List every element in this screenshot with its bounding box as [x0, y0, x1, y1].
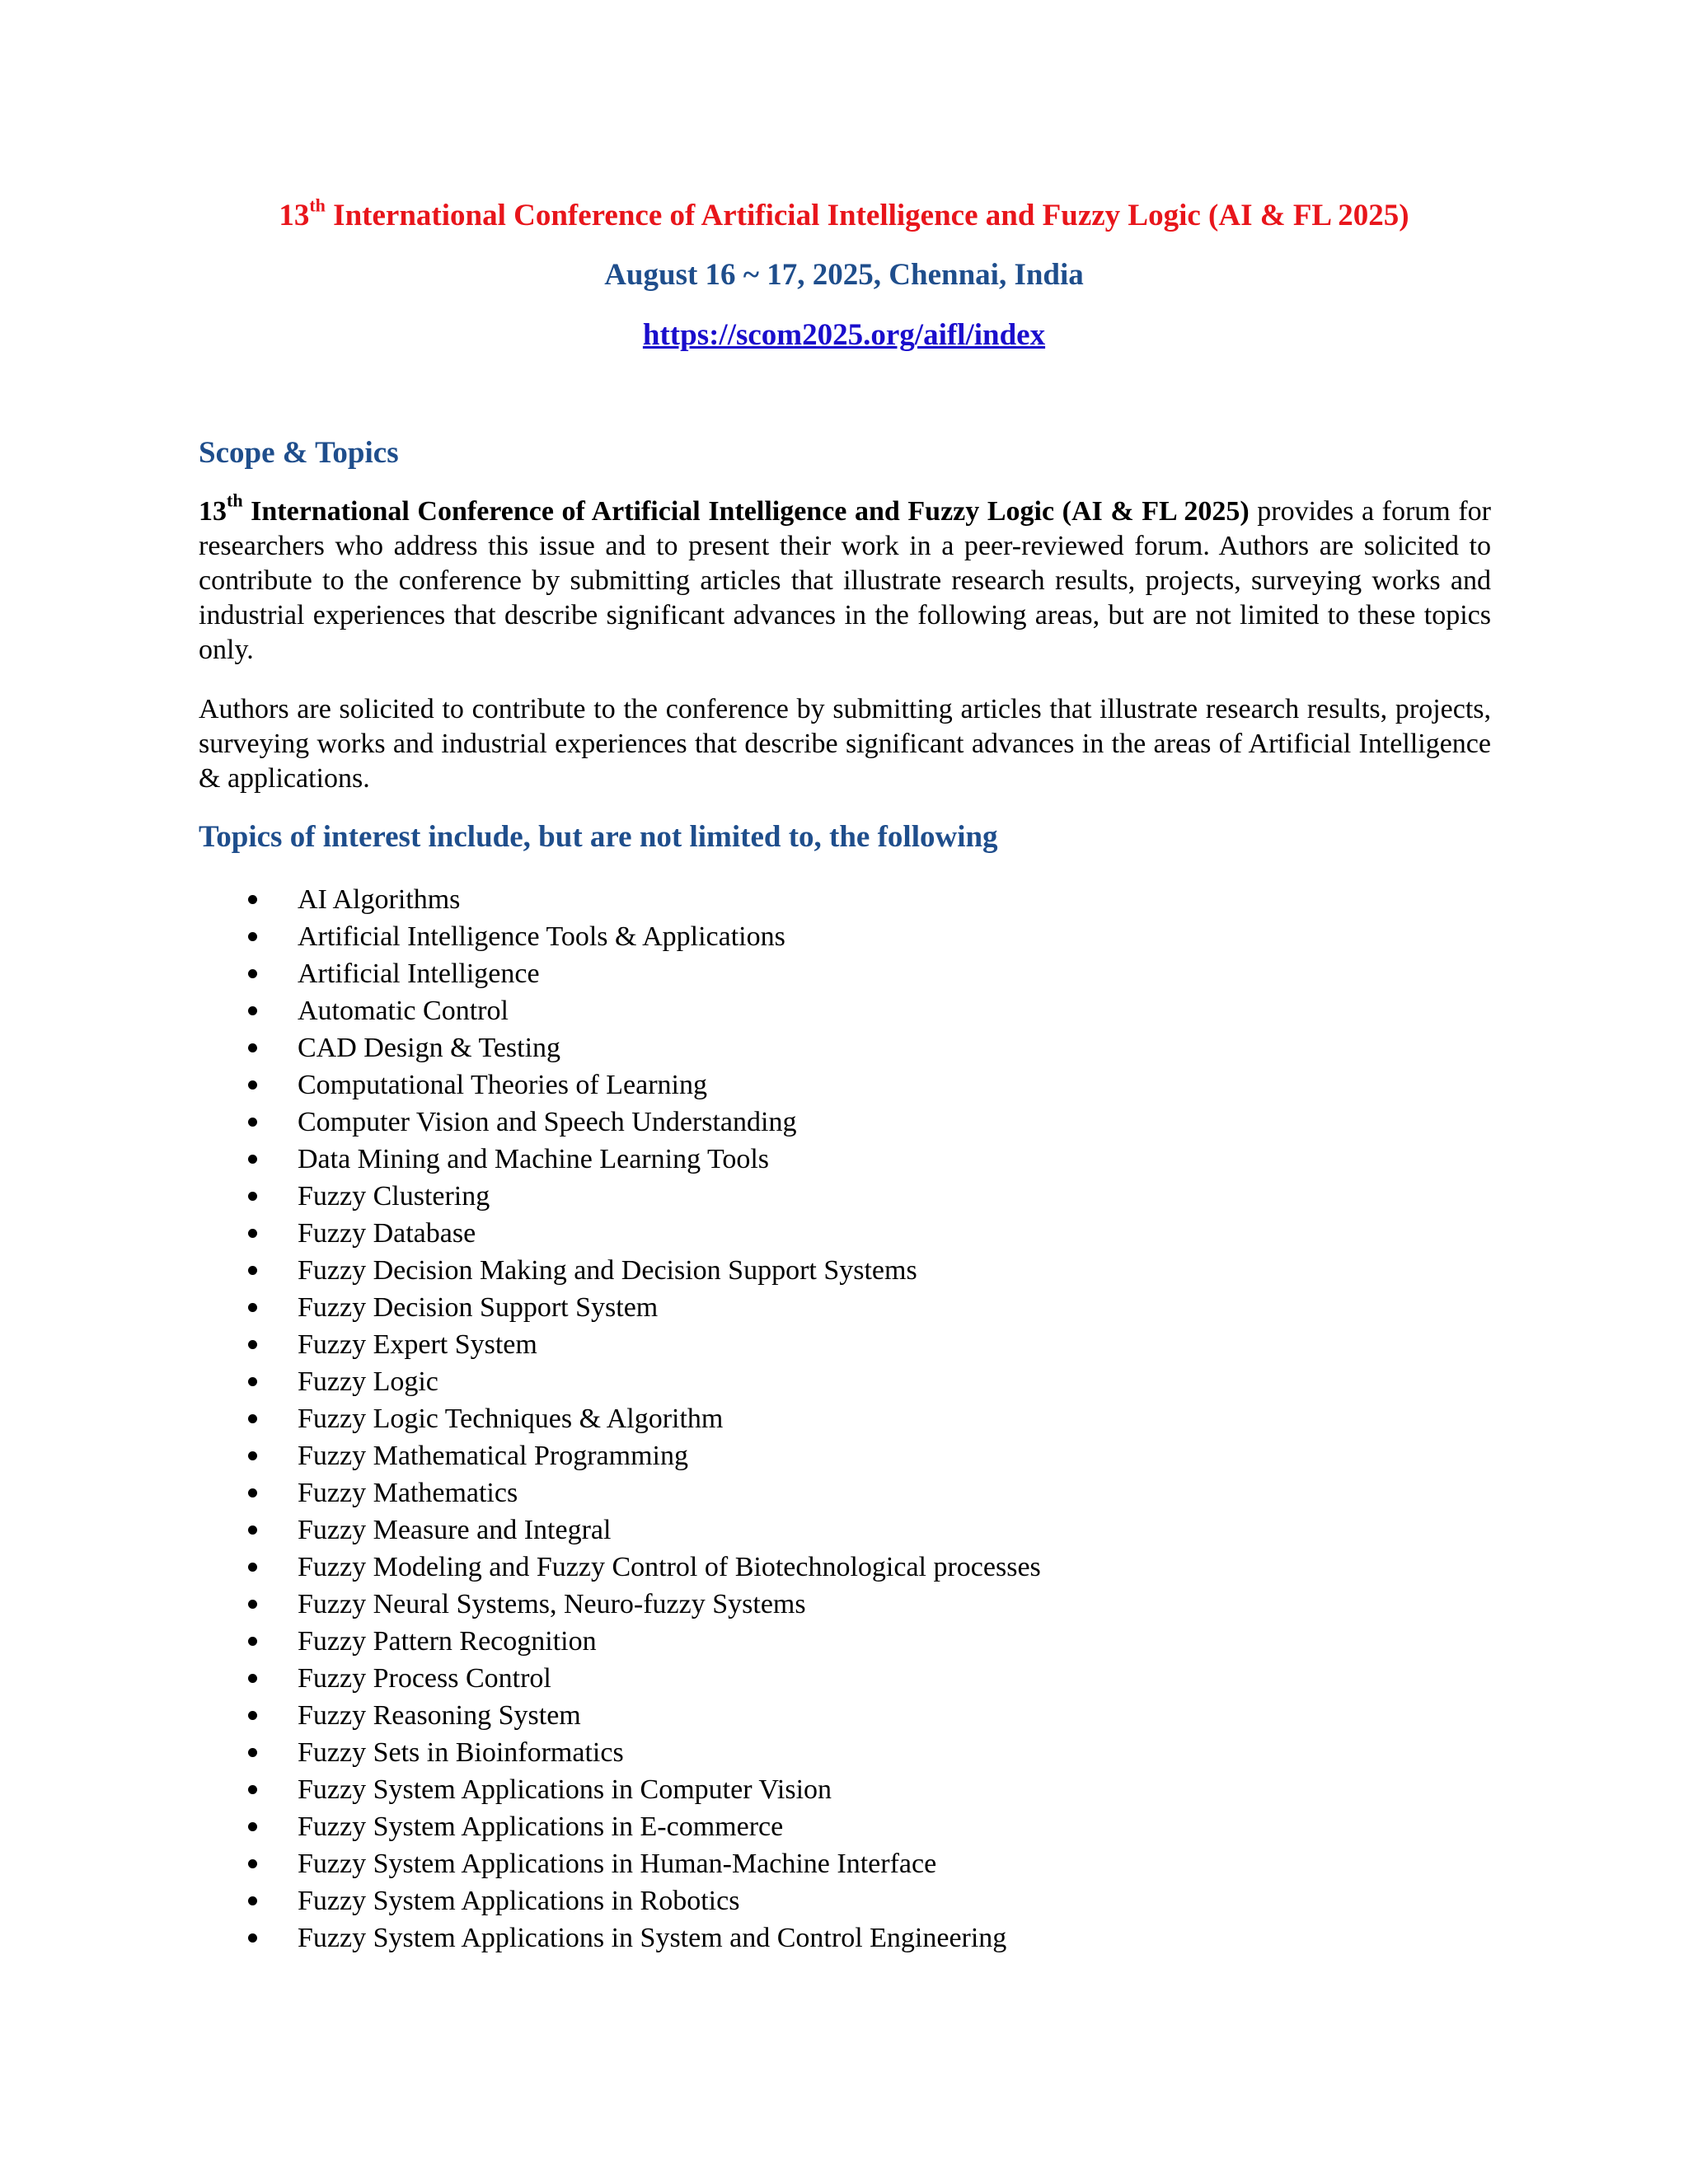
topic-text: Fuzzy System Applications in Computer Vision — [298, 1774, 832, 1805]
topic-text: Fuzzy Mathematics — [298, 1478, 518, 1508]
topic-text: Fuzzy System Applications in E-commerce — [298, 1811, 784, 1842]
topic-text: Fuzzy System Applications in Human-Machine Interface — [298, 1849, 937, 1879]
topic-text: CAD Design & Testing — [298, 1033, 561, 1063]
topic-list-item — [199, 1697, 1435, 1734]
topic-text: Fuzzy Neural Systems, Neuro-fuzzy Systems — [298, 1589, 806, 1619]
topic-list-item — [199, 1474, 1435, 1511]
bullet-icon — [248, 1600, 257, 1609]
bullet-icon — [248, 1043, 257, 1052]
bullet-icon — [248, 932, 257, 941]
topic-text: Fuzzy Mathematical Programming — [298, 1441, 688, 1471]
bullet-icon — [248, 969, 257, 978]
topic-list-item — [199, 1363, 1435, 1400]
topic-text: Fuzzy Sets in Bioinformatics — [298, 1737, 624, 1768]
conference-url-line — [0, 317, 1688, 353]
bullet-icon — [248, 1080, 257, 1090]
topics-list — [199, 881, 1435, 1957]
topic-list-item — [199, 1029, 1435, 1066]
topic-text: Fuzzy Reasoning System — [298, 1700, 581, 1731]
topic-list-item — [199, 1104, 1435, 1141]
topic-list-item — [199, 1400, 1435, 1437]
topic-text: Artificial Intelligence Tools & Applications — [298, 921, 785, 952]
topic-list-item — [199, 1252, 1435, 1289]
topic-list-item — [199, 1215, 1435, 1252]
bullet-icon — [248, 1822, 257, 1831]
bullet-icon — [248, 1785, 257, 1794]
topic-text: AI Algorithms — [298, 884, 461, 915]
topic-list-item — [199, 1623, 1435, 1660]
bullet-icon — [248, 1229, 257, 1238]
topic-list-item — [199, 1845, 1435, 1882]
bullet-icon — [248, 1377, 257, 1386]
bullet-icon — [248, 1266, 257, 1275]
topics-heading: Topics of interest include, but are not limited to, the following — [199, 820, 998, 854]
lead-ordinal-suffix: th — [227, 490, 243, 511]
bullet-icon — [248, 1303, 257, 1312]
scope-paragraph-1 — [199, 490, 1491, 668]
topic-list-item — [199, 955, 1435, 992]
lead-text: International Conference of Artificial Intelligence and Fuzzy Logic (AI & FL 2025) — [242, 496, 1250, 527]
bullet-icon — [248, 1192, 257, 1201]
scope-paragraph-1-text: provides a forum for researchers who address this issue and to present their work in a peer-reviewed forum. Authors are solicited to contribute to the conference by submitting articles that illustrate research results, projects, surveying works and industrial experiences that describe significant advances in the following areas, but are not limited to these topics only. — [199, 496, 1491, 665]
topic-list-item — [199, 1882, 1435, 1919]
topic-list-item — [199, 1178, 1435, 1215]
topic-text: Fuzzy System Applications in Robotics — [298, 1886, 740, 1916]
topic-text: Fuzzy Expert System — [298, 1329, 537, 1360]
title-number: 13 — [279, 199, 310, 232]
topic-list-item — [199, 1734, 1435, 1771]
scope-lead-bold — [199, 490, 1250, 527]
topic-list-item — [199, 1066, 1435, 1104]
topic-list-item — [199, 1919, 1435, 1957]
topic-text: Artificial Intelligence — [298, 958, 540, 989]
bullet-icon — [248, 1637, 257, 1646]
topic-list-item — [199, 1771, 1435, 1808]
topic-list-item — [199, 1660, 1435, 1697]
topic-text: Fuzzy Process Control — [298, 1663, 551, 1694]
topic-list-item — [199, 1511, 1435, 1549]
topic-list-item — [199, 1808, 1435, 1845]
topic-list-item — [199, 992, 1435, 1029]
conference-date-location: August 16 ~ 17, 2025, Chennai, India — [604, 258, 1084, 292]
bullet-icon — [248, 1118, 257, 1127]
topic-list-item — [199, 918, 1435, 955]
topic-list-item — [199, 1586, 1435, 1623]
bullet-icon — [248, 1933, 257, 1943]
topic-list-item — [199, 1437, 1435, 1474]
conference-title — [0, 194, 1688, 233]
topic-list-item — [199, 1326, 1435, 1363]
topic-text: Computational Theories of Learning — [298, 1070, 707, 1100]
conference-url-link[interactable]: https://scom2025.org/aifl/index — [642, 318, 1046, 352]
title-text: International Conference of Artificial Intelligence and Fuzzy Logic (AI & FL 2025) — [325, 199, 1409, 232]
bullet-icon — [248, 1563, 257, 1572]
scope-heading: Scope & Topics — [199, 436, 399, 470]
bullet-icon — [248, 1488, 257, 1497]
bullet-icon — [248, 1414, 257, 1423]
bullet-icon — [248, 1006, 257, 1015]
bullet-icon — [248, 1711, 257, 1720]
topic-text: Computer Vision and Speech Understanding — [298, 1107, 797, 1137]
bullet-icon — [248, 1896, 257, 1905]
bullet-icon — [248, 1859, 257, 1868]
title-ordinal-suffix: th — [309, 194, 326, 216]
bullet-icon — [248, 1674, 257, 1683]
topic-list-item — [199, 1141, 1435, 1178]
topic-list-item — [199, 1289, 1435, 1326]
topic-text: Fuzzy Modeling and Fuzzy Control of Biotechnological processes — [298, 1552, 1041, 1582]
topic-list-item — [199, 881, 1435, 918]
topic-text: Fuzzy Decision Support System — [298, 1292, 659, 1323]
topic-text: Data Mining and Machine Learning Tools — [298, 1144, 770, 1174]
topic-text: Fuzzy Database — [298, 1218, 476, 1249]
bullet-icon — [248, 1526, 257, 1535]
topic-text: Fuzzy Logic Techniques & Algorithm — [298, 1404, 724, 1434]
topic-text: Fuzzy Pattern Recognition — [298, 1626, 597, 1657]
bullet-icon — [248, 1340, 257, 1349]
topic-text: Automatic Control — [298, 996, 509, 1026]
bullet-icon — [248, 1451, 257, 1460]
scope-paragraph-2: Authors are solicited to contribute to the conference by submitting articles that illustrate research results, projects, surveying works and industrial experiences that describe significant advances in the areas of Artificial Intelligence & applications. — [199, 694, 1491, 794]
topic-text: Fuzzy System Applications in System and Control Engineering — [298, 1923, 1007, 1953]
bullet-icon — [248, 895, 257, 904]
topic-text: Fuzzy Decision Making and Decision Support Systems — [298, 1255, 917, 1286]
lead-number: 13 — [199, 496, 227, 527]
topic-text: Fuzzy Logic — [298, 1366, 438, 1397]
topic-text: Fuzzy Clustering — [298, 1181, 490, 1212]
topic-list-item — [199, 1549, 1435, 1586]
bullet-icon — [248, 1748, 257, 1757]
bullet-icon — [248, 1155, 257, 1164]
topic-text: Fuzzy Measure and Integral — [298, 1515, 612, 1545]
